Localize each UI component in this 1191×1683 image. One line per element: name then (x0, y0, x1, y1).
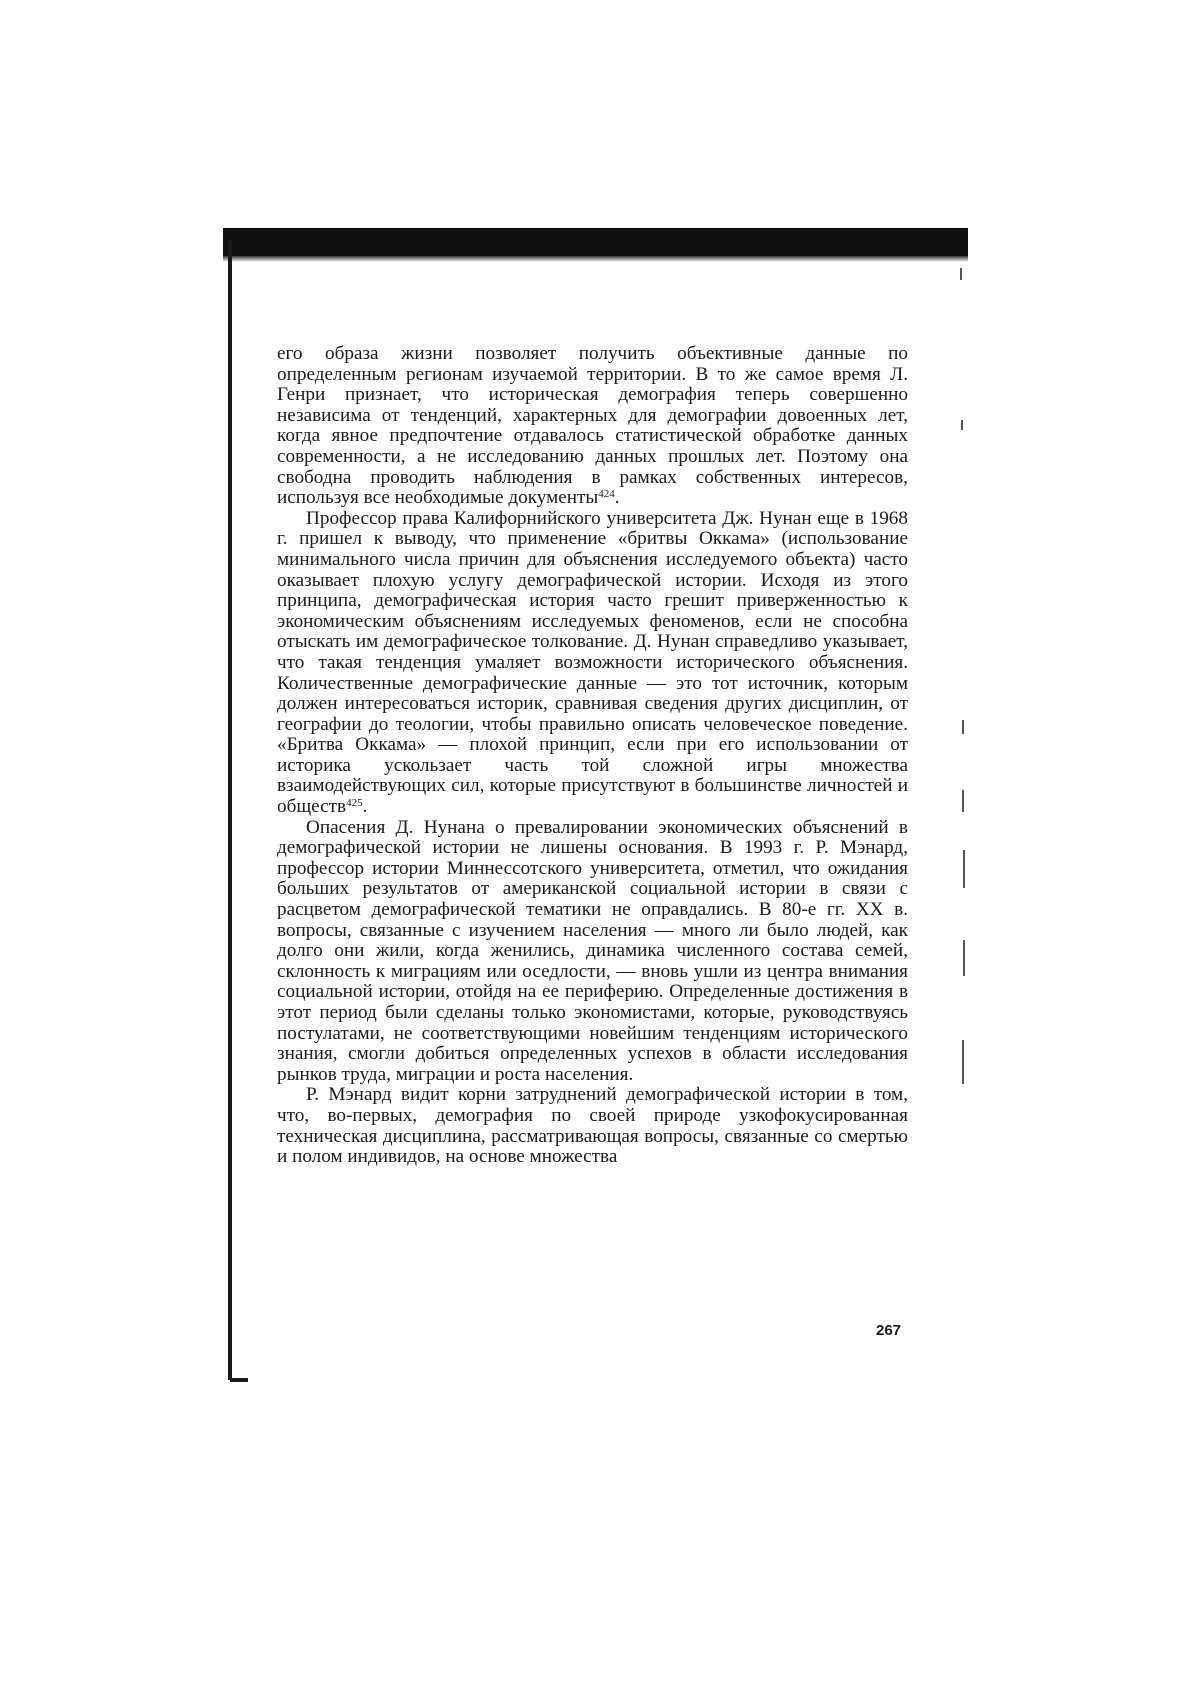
paragraph-2-tail: . (362, 796, 368, 818)
scan-right-mark (962, 790, 964, 812)
scan-right-mark (962, 1040, 964, 1084)
footnote-ref-424: 424 (598, 488, 615, 501)
scan-right-mark (963, 940, 965, 976)
paragraph-1-tail: . (614, 487, 620, 509)
scan-right-mark (962, 720, 964, 734)
paragraph-4-text: Р. Мэнард видит корни затруднений демографической истории в том, что, во-первых, демография по своей природе узкофокусированная техническая дисциплина, рассматривающая вопросы, связанные со смертью и полом индивидов, на основе множества (277, 1084, 908, 1168)
page-number: 267 (876, 1322, 902, 1339)
scan-right-mark (961, 420, 963, 430)
scan-right-mark (963, 850, 965, 888)
scan-top-edge (223, 228, 968, 256)
paragraph-3-text: Опасения Д. Нунана о превалировании экономических объяснений в демографической истории не лишены основания. В 1993 г. Р. Мэнард, профессор истории Миннессотского университета, отметил, что ожидания больших результатов от американской социальной истории в связи с расцветом демографической тематики не оправдались. В 80-е гг. XX в. вопросы, связанные с изучением населения — много ли было людей, как долго они жили, когда женились, динамика численного состава семей, склонность к миграциям или оседлости, — вновь ушли из центра внимания социальной истории, отойдя на ее периферию. Определенные достижения в этот период были сделаны только экономистами, которые, руководствуясь постулатами, не соответствующими новейшим тенденциям исторического знания, смогли добиться определенных успехов в области исследования рынков труда, миграции и роста населения. (277, 816, 908, 1085)
paragraph-2-text: Профессор права Калифорнийского университета Дж. Нунан еще в 1968 г. пришел к выводу, что применение «бритвы Оккама» (использование минимального числа причин для объяснения исследуемого объекта) часто оказывает плохую услугу демографической истории. Исходя из этого принципа, демографическая история часто грешит приверженностью к экономическим объяснениям исследуемых феноменов, если не способна отыскать им демографическое толкование. Д. Нунан справедливо указывает, что такая тенденция умаляет возможности исторического объяснения. Количественные демографические данные — это тот источник, которым должен интересоваться историк, сравнивая сведения других дисциплин, от географии до теологии, чтобы правильно описать человеческое поведение. «Бритва Оккама» — плохой принцип, если при его использовании от историка ускользает часть той сложной игры множества взаимодействующих сил, которые присутствуют в большинстве личностей и обществ (277, 507, 908, 818)
scan-right-mark (960, 268, 962, 280)
footnote-ref-425: 425 (346, 797, 363, 810)
paragraph-2 (277, 509, 908, 818)
page-body (277, 344, 908, 1168)
paragraph-3 (277, 818, 908, 1086)
scan-top-edge-shadow (223, 256, 968, 262)
paragraph-1 (277, 344, 908, 509)
scan-left-edge-foot (230, 1378, 248, 1382)
scan-left-edge (228, 240, 232, 1380)
paragraph-1-text: его образа жизни позволяет получить объективные данные по определенным регионам изучаемой территории. В то же самое время Л. Генри признает, что историческая демография теперь совершенно независима от тенденций, характерных для демографии довоенных лет, когда явное предпочтение отдавалось статистической обработке данных современности, а не исследованию данных прошлых лет. Поэтому она свободна проводить наблюдения в рамках собственных интересов, используя все необходимые документы (277, 343, 908, 509)
paragraph-4 (277, 1085, 908, 1167)
